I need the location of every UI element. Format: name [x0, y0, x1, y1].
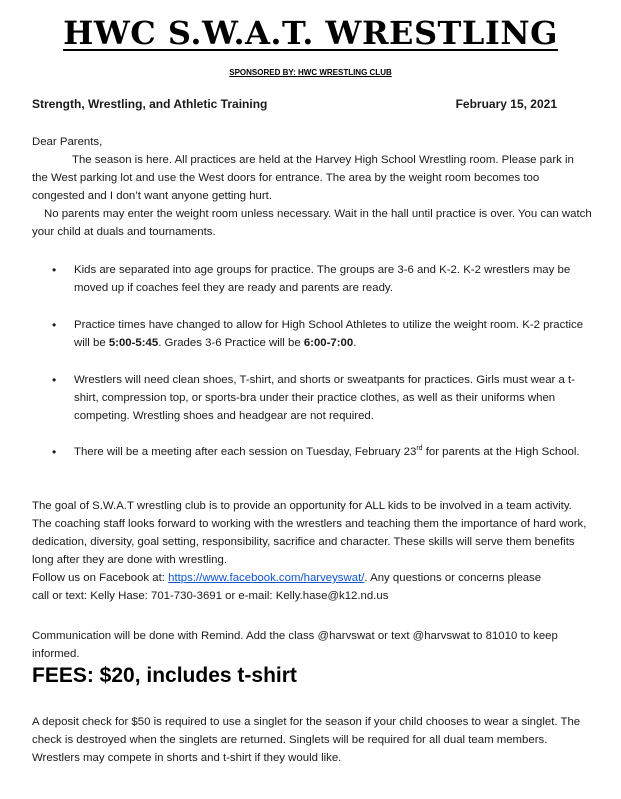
fees-heading: FEES: $20, includes t-shirt	[32, 664, 297, 687]
list-item	[32, 261, 592, 297]
bullet-text-meeting: There will be a meeting after each session on Tuesday, February 23rd for parents at the High School.	[74, 445, 580, 458]
bullet-text-attire: Wrestlers will need clean shoes, T-shirt, and shorts or sweatpants for practices. Girls must wear a t-shirt, compression top, or sports-bra under their practice clothes, as well as their uniforms when competing. Wrestling shoes and headgear are not required.	[74, 374, 575, 422]
paragraph-practice-location: The season is here. All practices are held at the Harvey High School Wrestling room. Please park in the West parking lot and use the West doors for entrance. The area by the weight room becomes too congested and I don’t want anyone getting hurt.	[32, 154, 574, 202]
subheading-row	[32, 97, 557, 111]
paragraph-parent-rules: No parents may enter the weight room unless necessary. Wait in the hall until practice is over. You can watch your child at duals and tournaments.	[32, 208, 592, 238]
program-subtitle: Strength, Wrestling, and Athletic Training	[32, 97, 268, 111]
paragraph-deposit: A deposit check for $50 is required to use a singlet for the season if your child chooses to wear a singlet. The check is destroyed when the singlets are returned. Singlets will be required for all dual team members. Wrestlers may compete in shorts and t-shirt if they would like.	[32, 716, 581, 764]
bullet-text-practice-times: Practice times have changed to allow for High School Athletes to utilize the weight room. K-2 practice will be 5:00-5:45. Grades 3-6 Practice will be 6:00-7:00.	[74, 319, 584, 349]
contact-line: call or text: Kelly Hase: 701-730-3691 or e-mail: Kelly.hase@k12.nd.us	[32, 590, 389, 602]
paragraph-club-goal: The goal of S.W.A.T wrestling club is to provide an opportunity for ALL kids to be involved in a team activity. The coaching staff looks forward to working with the wrestlers and teaching them the importance of hard work, dedication, diversity, goal setting, responsibility, sacrifice and character. These skills will serve them benefits long after they are done with wrestling.	[32, 500, 587, 566]
bullet-icon: •	[52, 263, 57, 277]
facebook-link[interactable]: https://www.facebook.com/harveyswat/	[168, 572, 365, 584]
bullet-icon: •	[52, 373, 57, 387]
greeting: Dear Parents,	[32, 136, 103, 148]
sponsor-line: SPONSORED BY: HWC WRESTLING CLUB	[229, 68, 392, 77]
bullet-icon: •	[52, 445, 57, 459]
facebook-line: Follow us on Facebook at: https://www.facebook.com/harveyswat/. Any questions or concerns please	[32, 572, 542, 584]
list-item	[32, 443, 592, 461]
list-item	[32, 316, 592, 352]
page-title: HWC S.W.A.T. WRESTLING	[63, 14, 558, 52]
bullet-icon: •	[52, 318, 57, 332]
letter-date: February 15, 2021	[455, 97, 557, 111]
paragraph-remind: Communication will be done with Remind. Add the class @harvswat or text @harvswat to 81010 to keep informed.	[32, 630, 558, 660]
bullet-text-age-groups: Kids are separated into age groups for practice. The groups are 3-6 and K-2. K-2 wrestlers may be moved up if coaches feel they are ready and parents are ready.	[74, 264, 571, 294]
list-item	[32, 371, 592, 425]
